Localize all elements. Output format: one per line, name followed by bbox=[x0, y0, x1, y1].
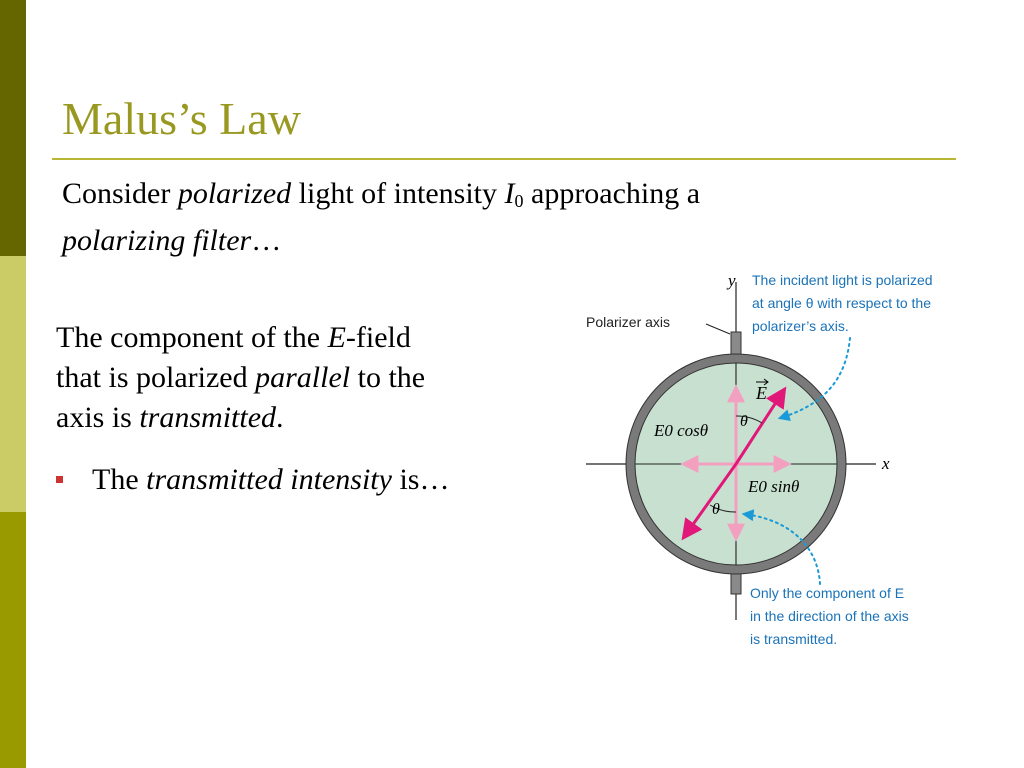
slide-title: Malus’s Law bbox=[62, 93, 301, 144]
body-text: to the bbox=[350, 361, 426, 394]
body-text: -field bbox=[345, 321, 411, 354]
body-emphasis: E bbox=[327, 321, 346, 354]
theta-label-top: θ bbox=[740, 413, 748, 430]
sin-component-label: E0 sinθ bbox=[748, 477, 800, 496]
intro-emphasis: polarized bbox=[177, 177, 292, 210]
intro-text: approaching a bbox=[523, 177, 701, 210]
bullet-square-icon bbox=[56, 476, 63, 483]
title-underline bbox=[52, 158, 956, 160]
intro-paragraph bbox=[62, 174, 922, 261]
x-axis-label: x bbox=[882, 454, 890, 473]
side-band-bottom bbox=[0, 512, 26, 768]
bullet-text-part: The bbox=[92, 463, 147, 496]
callout-top-line-1: The incident light is polarized bbox=[752, 272, 933, 288]
intensity-subscript: 0 bbox=[514, 191, 524, 211]
intro-text: … bbox=[251, 224, 282, 257]
e-vector-label: E bbox=[756, 383, 767, 403]
theta-label-bottom: θ bbox=[712, 501, 720, 518]
body-text: axis is bbox=[56, 401, 140, 434]
callout-bottom-line-2: in the direction of the axis bbox=[750, 608, 909, 624]
bullet-emphasis: transmitted intensity bbox=[146, 463, 392, 496]
side-band-middle bbox=[0, 256, 26, 512]
callout-bottom-line-1: Only the component of E bbox=[750, 585, 905, 601]
intro-text: Consider bbox=[62, 177, 178, 210]
intro-emphasis: polarizing filter bbox=[62, 224, 252, 257]
body-emphasis: parallel bbox=[255, 361, 351, 394]
intensity-symbol: I bbox=[504, 177, 515, 210]
bullet-text-part: is… bbox=[391, 463, 450, 496]
callout-bottom-line-3: is transmitted. bbox=[750, 631, 838, 647]
body-text: The component of the bbox=[56, 321, 328, 354]
y-axis-label: y bbox=[728, 271, 736, 290]
callout-top-line-2: at angle θ with respect to the bbox=[752, 295, 931, 311]
polarizer-diagram bbox=[580, 262, 1020, 662]
bullet-text bbox=[92, 460, 449, 500]
side-band-top bbox=[0, 0, 26, 256]
body-text: . bbox=[276, 401, 284, 434]
body-emphasis: transmitted bbox=[139, 401, 277, 434]
polarizer-axis-leader bbox=[706, 324, 730, 334]
cos-component-label: E0 cosθ bbox=[654, 421, 709, 440]
body-text: that is polarized bbox=[56, 361, 256, 394]
polarizer-axis-label: Polarizer axis bbox=[586, 314, 671, 330]
callout-top-line-3: polarizer’s axis. bbox=[752, 318, 849, 334]
intro-text: light of intensity bbox=[291, 177, 505, 210]
body-paragraph bbox=[56, 318, 556, 438]
